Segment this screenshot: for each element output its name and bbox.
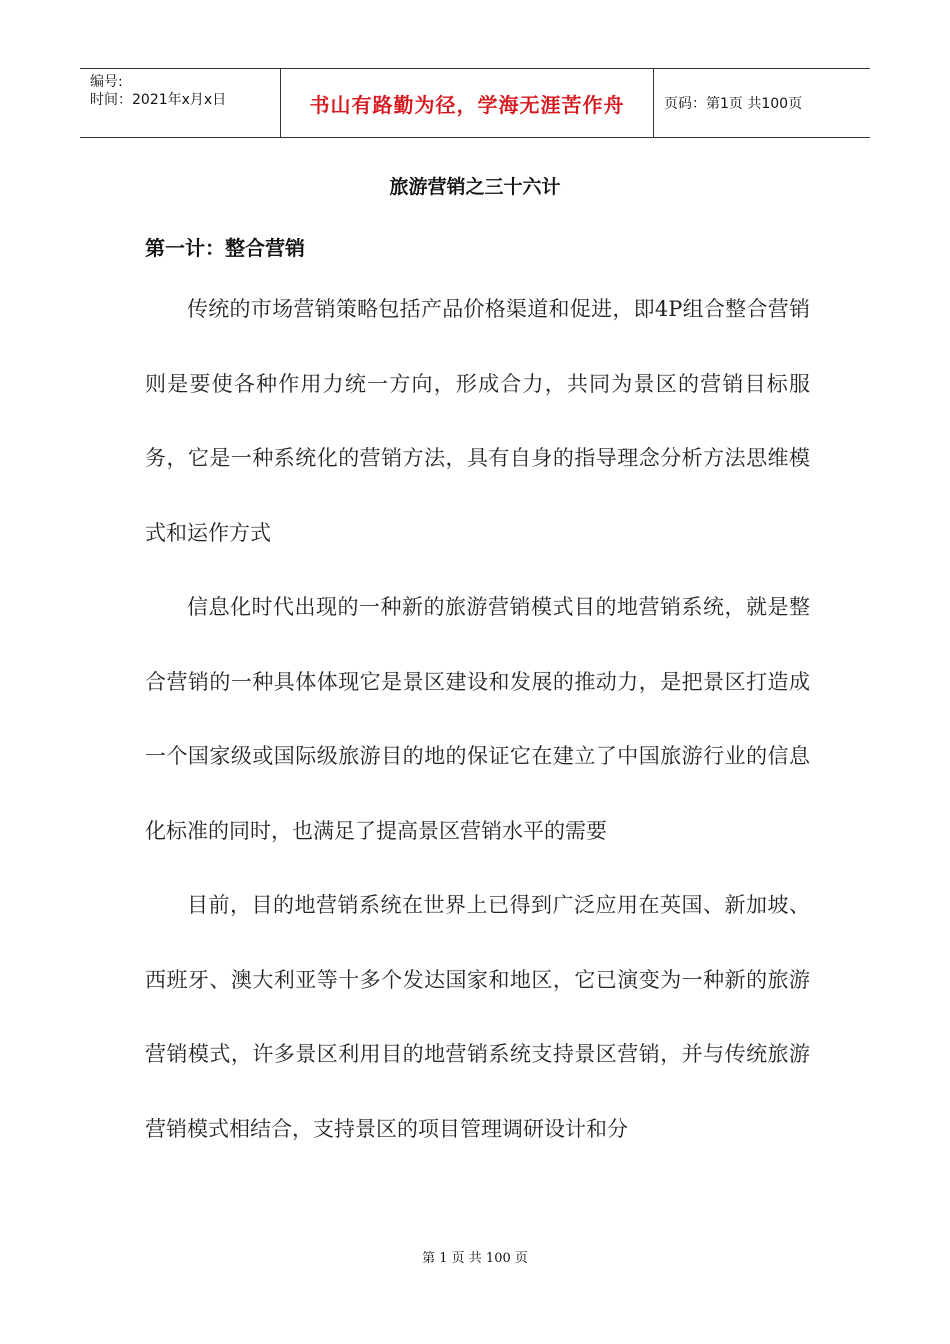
paragraph: 传统的市场营销策略包括产品价格渠道和促进，即4P组合整合营销则是要使各种作用力统一方向，形成合力，共同为景区的营销目标服务，它是一种系统化的营销方法，具有自身的指导理念分析方法思维模式和运作方式: [145, 297, 810, 545]
body-text: [145, 272, 810, 1166]
paragraph: 信息化时代出现的一种新的旅游营销模式目的地营销系统，就是整合营销的一种具体体现它是景区建设和发展的推动力，是把景区打造成一个国家级或国际级旅游目的地的保证它在建立了中国旅游行业的信息化标准的同时，也满足了提高景区营销水平的需要: [145, 595, 810, 843]
document-date: 时间：2021年x月x日: [90, 92, 227, 108]
header-motto: 书山有路勤为径，学海无涯苦作舟: [281, 69, 654, 137]
header-page-info: 页码：第1页 共100页: [664, 96, 803, 112]
page-header: [80, 68, 870, 138]
page-footer: 第 1 页 共 100 页: [422, 1251, 528, 1266]
header-meta: [80, 69, 281, 137]
document-title: 旅游营销之三十六计: [389, 176, 561, 198]
paragraph: 目前，目的地营销系统在世界上已得到广泛应用在英国、新加坡、西班牙、澳大利亚等十多个发达国家和地区，它已演变为一种新的旅游营销模式，许多景区利用目的地营销系统支持景区营销，并与传统旅游营销模式相结合，支持景区的项目管理调研设计和分: [145, 893, 810, 1141]
section-heading: 第一计：整合营销: [145, 236, 305, 260]
document-number-label: 编号:: [90, 74, 123, 90]
